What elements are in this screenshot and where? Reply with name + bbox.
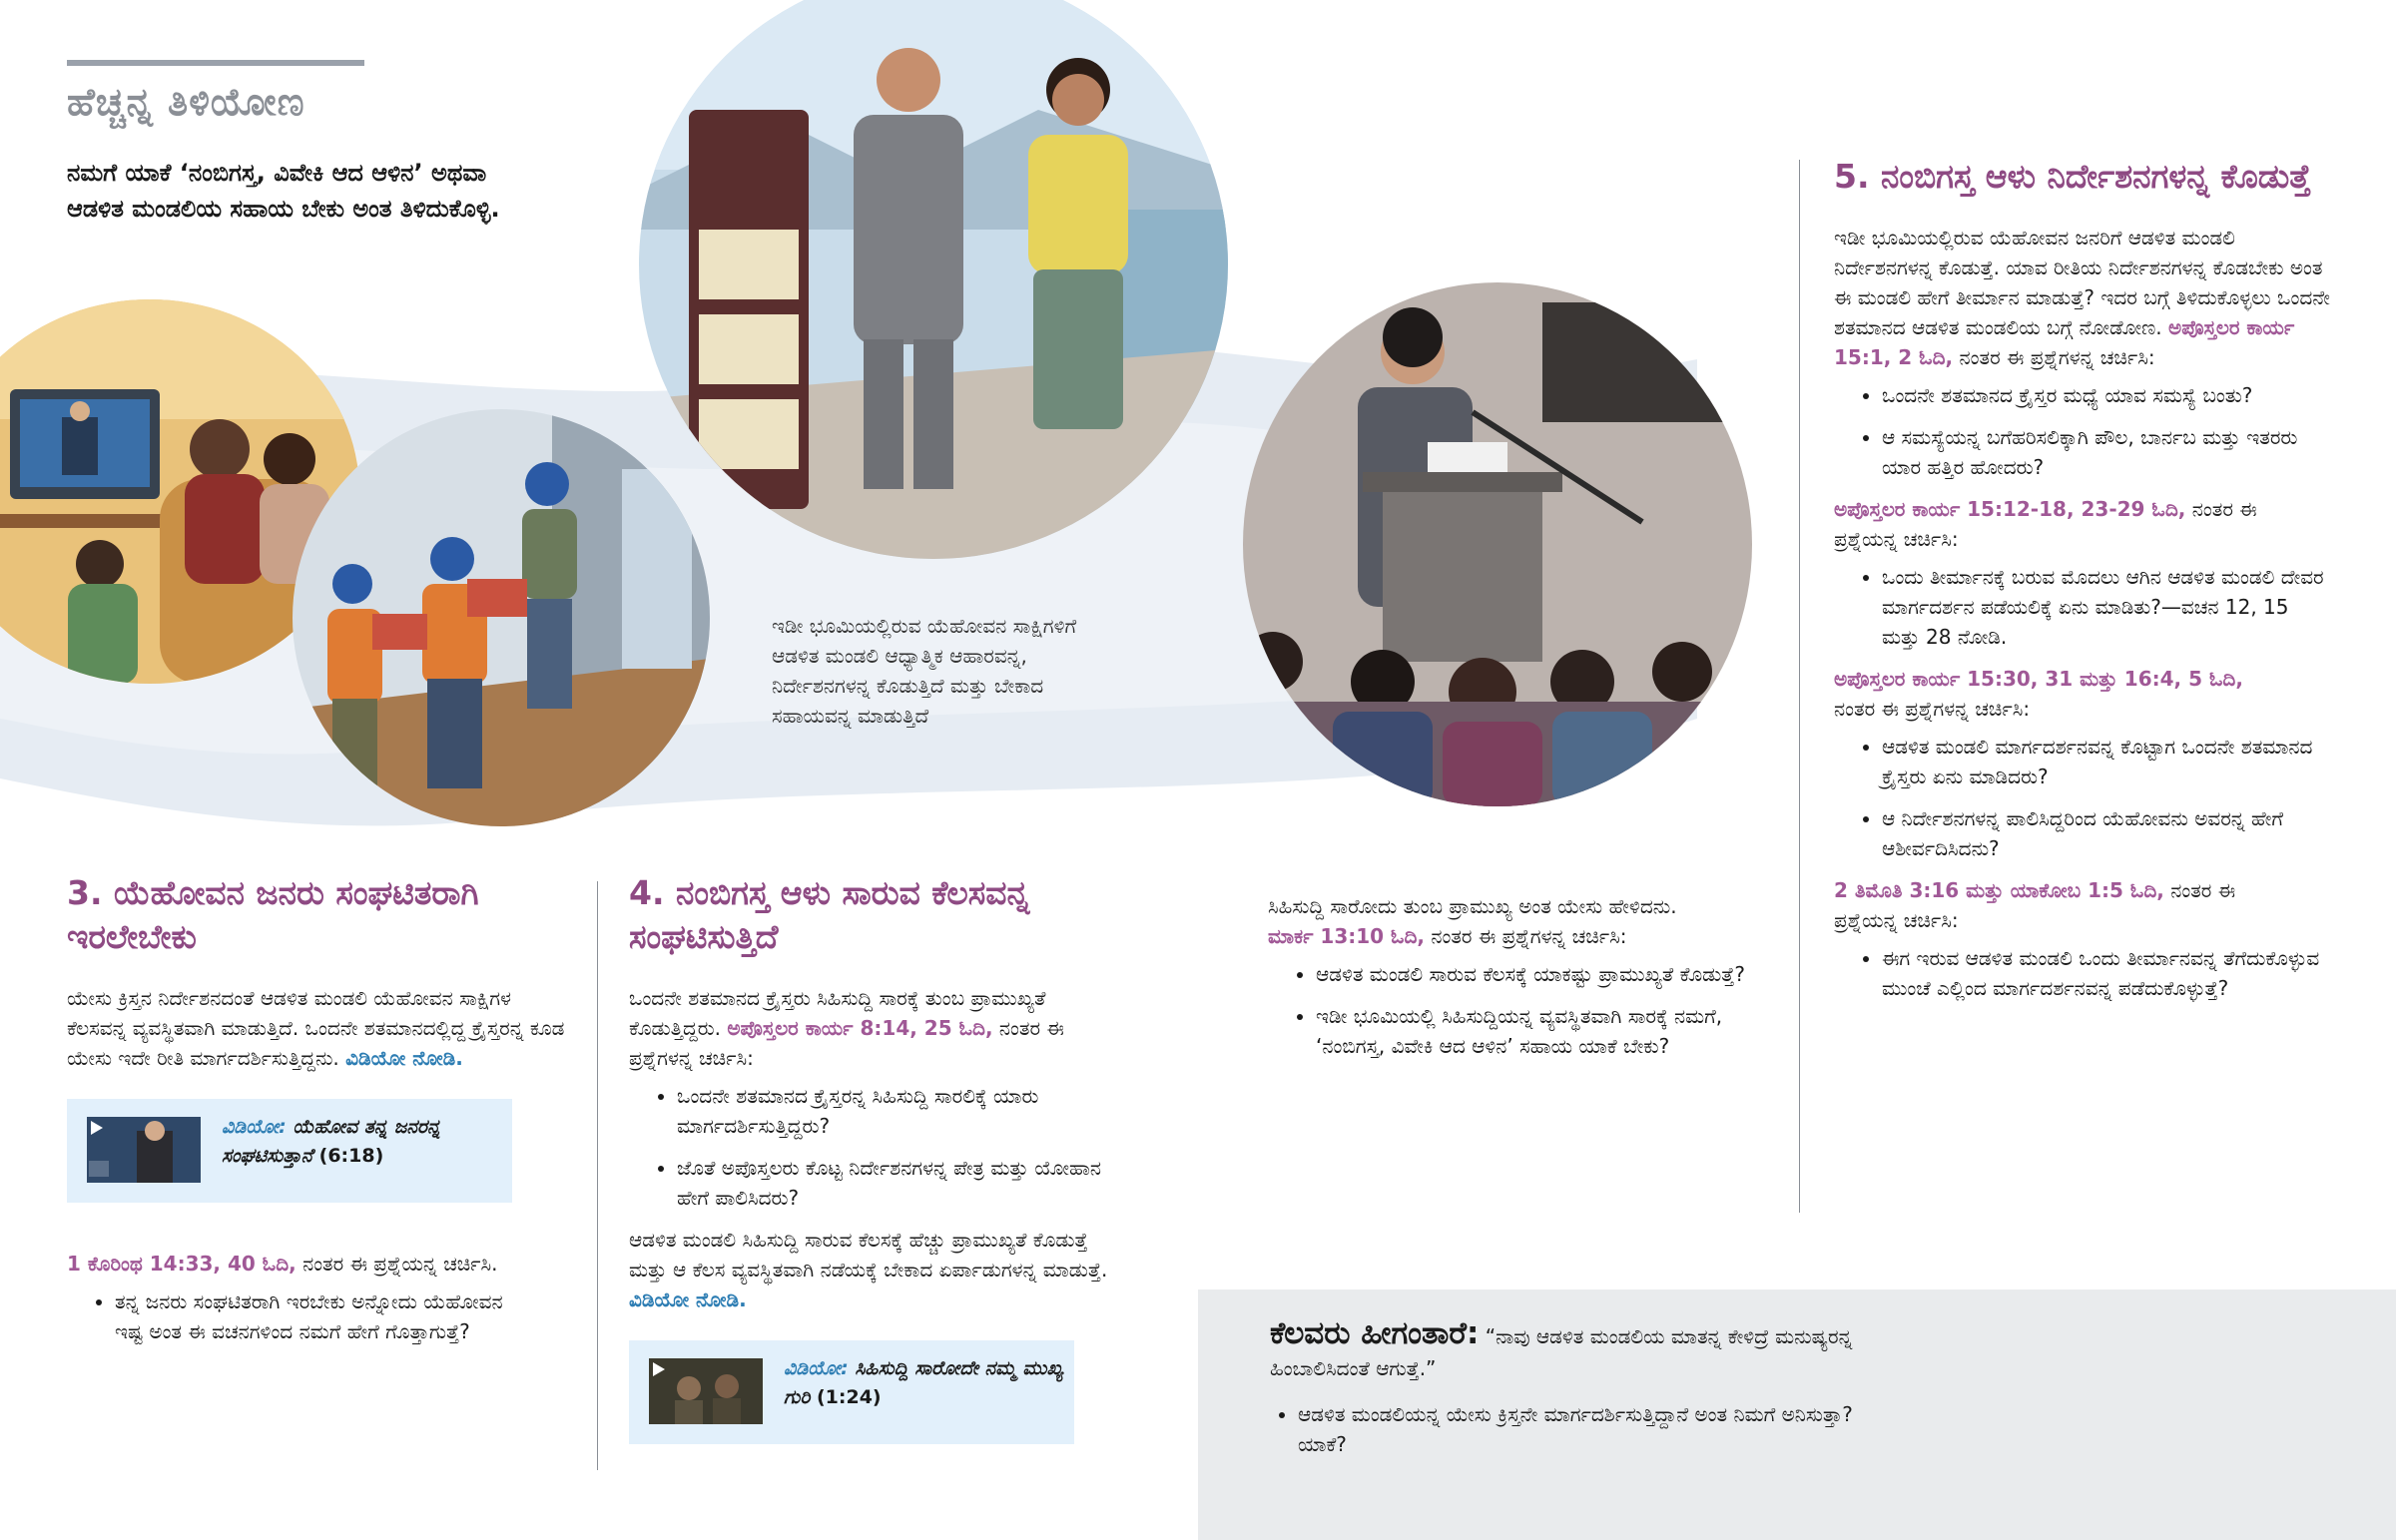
section-4-body-2 [629,1225,1128,1314]
section-3-video-card[interactable] [67,1099,512,1203]
section-3-body [67,983,566,1073]
section-5-questions-3 [1834,732,2331,863]
reading-instruction: ನಂತರ ಈ ಪ್ರಶ್ನೆಗಳನ್ನ ಚರ್ಚಿಸಿ: [629,1016,1064,1070]
video-thumbnail[interactable] [649,1358,763,1424]
reading-instruction: ನಂತರ ಈ ಪ್ರಶ್ನೆಯನ್ನ ಚರ್ಚಿಸಿ: [1834,878,2236,932]
section-5-body-text: ಇಡೀ ಭೂಮಿಯಲ್ಲಿರುವ ಯೆಹೋವನ ಜನರಿಗೆ ಆಡಳಿತ ಮಂಡಲಿ ನಿರ್ದೇಶನಗಳನ್ನ ಕೊಡುತ್ತೆ. ಯಾವ ರೀತಿಯ ನಿರ್ದೇಶನಗಳನ್ನ ಕೊಡಬೇಕು ಅಂತ ಈ ಮಂಡಲಿ ಹೇಗೆ ತೀರ್ಮಾನ ಮಾಡುತ್ತೆ? ಇದರ ಬಗ್ಗೆ ತಿಳಿದುಕೊಳ್ಳಲು ಒಂದನೇ ಶತಮಾನದ ಆಡಳಿತ ಮಂಡಲಿಯ ಬಗ್ಗೆ ನೋಡೋಣ. [1834,226,2330,339]
image-caption: ಇಡೀ ಭೂಮಿಯಲ್ಲಿರುವ ಯೆಹೋವನ ಸಾಕ್ಷಿಗಳಿಗೆ ಆಡಳಿತ ಮಂಡಲಿ ಆಧ್ಯಾತ್ಮಿಕ ಆಹಾರವನ್ನ, ನಿರ್ದೇಶನಗಳನ್ನ ಕೊಡುತ್ತಿದೆ ಮತ್ತು ಬೇಕಾದ ಸಹಾಯವನ್ನ ಮಾಡುತ್ತಿದೆ [772,614,1077,728]
section-4-body [629,983,1118,1073]
question-item: • ಈಗ ಇರುವ ಆಡಳಿತ ಮಂಡಲಿ ಒಂದು ತೀರ್ಮಾನವನ್ನ ತೆಗೆದುಕೊಳ್ಳುವ ಮುಂಚೆ ಎಲ್ಲಿಂದ ಮಾರ್ಗದರ್ಶನವನ್ನ ಪಡೆದುಕೊಳ್ಳುತ್ತೆ? [1882,943,2331,1003]
section-5 [1834,155,2333,1015]
scripture-reference: ಅಪೊಸ್ತಲರ ಕಾರ್ಯ 15:12-18, 23-29 ಓದಿ, [1834,497,2186,521]
section-4-body-text: ಒಂದನೇ ಶತಮಾನದ ಕ್ರೈಸ್ತರು ಸಿಹಿಸುದ್ದಿ ಸಾರಕ್ಕೆ ತುಂಬ ಪ್ರಾಮುಖ್ಯತೆ ಕೊಡುತ್ತಿದ್ದರು. [629,986,1046,1040]
section-5-body [1834,223,2333,372]
reading-instruction: ನಂತರ ಈ ಪ್ರಶ್ನೆಗಳನ್ನ ಚರ್ಚಿಸಿ: [1953,345,2155,369]
reading-instruction: ನಂತರ ಈ ಪ್ರಶ್ನೆಯನ್ನ ಚರ್ಚಿಸಿ: [1834,497,2257,551]
some-people-say-text [1270,1317,1949,1384]
section-4 [629,871,1128,1444]
middle-body [1268,891,1707,951]
question-item: • ಒಂದು ತೀರ್ಮಾನಕ್ಕೆ ಬರುವ ಮೊದಲು ಆಗಿನ ಆಡಳಿತ ಮಂಡಲಿ ದೇವರ ಮಾರ್ಗದರ್ಶನ ಪಡೆಯಲಿಕ್ಕೆ ಏನು ಮಾಡಿತು?—ವಚನ 12, 15 ಮತ್ತು 28 ನೋಡಿ. [1882,562,2331,652]
section-5-questions-4 [1834,943,2331,1003]
middle-body-text: ಸಿಹಿಸುದ್ದಿ ಸಾರೋದು ತುಂಬ ಪ್ರಾಮುಖ್ಯ ಅಂತ ಯೇಸು ಹೇಳಿದನು. [1268,894,1677,918]
illustration-relief-workers [293,409,710,826]
scripture-reference: ಅಪೊಸ್ತಲರ ಕಾರ್ಯ 8:14, 25 ಓದಿ, [727,1016,993,1040]
question-item: • ಒಂದನೇ ಶತಮಾನದ ಕ್ರೈಸ್ತರ ಮಧ್ಯೆ ಯಾವ ಸಮಸ್ಯೆ ಬಂತು? [1882,380,2331,410]
question-item: • ಆಡಳಿತ ಮಂಡಲಿಯನ್ನ ಯೇಸು ಕ್ರಿಸ್ತನೇ ಮಾರ್ಗದರ್ಶಿಸುತ್ತಿದ್ದಾನೆ ಅಂತ ನಿಮಗೆ ಅನಿಸುತ್ತಾ? ಯಾಕೆ? [1298,1399,1857,1459]
section-4-title: 4. ನಂಬಿಗಸ್ತ ಆಳು ಸಾರುವ ಕೆಲಸವನ್ನ ಸಂಘಟಿಸುತ್ತಿದೆ [629,873,1030,956]
section-3-reading [67,1249,566,1279]
section-4-video-card[interactable] [629,1340,1074,1444]
reading-instruction: ನಂತರ ಈ ಪ್ರಶ್ನೆಗಳನ್ನ ಚರ್ಚಿಸಿ: [1834,697,2031,721]
column-divider [597,881,598,1470]
section-3 [67,871,566,1358]
section-4-questions [629,1081,1136,1213]
video-title: ಸಿಹಿಸುದ್ದಿ ಸಾರೋದೇ ನಮ್ಮ ಮುಖ್ಯ ಗುರಿ [784,1357,1063,1408]
explore-intro: ನಮಗೆ ಯಾಕೆ ‘ನಂಬಿಗಸ್ತ, ವಿವೇಕಿ ಆದ ಆಳಿನ’ ಅಥವಾ ಆಡಳಿತ ಮಂಡಲಿಯ ಸಹಾಯ ಬೇಕು ಅಂತ ತಿಳಿದುಕೊಳ್ಳಿ. [67,159,500,223]
some-people-say-questions [1250,1399,1857,1471]
section-5-reading-4 [1834,875,2283,935]
section-5-reading-2 [1834,494,2283,554]
video-title: ಯೆಹೋವ ತನ್ನ ಜನರನ್ನ ಸಂಘಟಿಸುತ್ತಾನೆ [222,1116,441,1167]
reading-instruction: ನಂತರ ಈ ಪ್ರಶ್ನೆಯನ್ನ ಚರ್ಚಿಸಿ. [296,1252,498,1276]
column-divider [1799,160,1800,1213]
video-thumbnail[interactable] [87,1117,201,1183]
section-3-body-text: ಯೇಸು ಕ್ರಿಸ್ತನ ನಿರ್ದೇಶನದಂತೆ ಆಡಳಿತ ಮಂಡಲಿ ಯೆಹೋವನ ಸಾಕ್ಷಿಗಳ ಕೆಲಸವನ್ನ ವ್ಯವಸ್ಥಿತವಾಗಿ ಮಾಡುತ್ತಿದೆ. ಒಂದನೇ ಶತಮಾನದಲ್ಲಿದ್ದ ಕ್ರೈಸ್ತರನ್ನ ಕೂಡ ಯೇಸು ಇದೇ ರೀತಿ ಮಾರ್ಗದರ್ಶಿಸುತ್ತಿದ್ದನು. [67,986,565,1070]
illustration-meeting-talk [1243,282,1752,806]
some-people-say-box [1198,1289,2396,1540]
video-duration: (1:24) [816,1386,882,1408]
video-label: ವಿಡಿಯೋ: [784,1357,849,1379]
section-4-body-2-text: ಆಡಳಿತ ಮಂಡಲಿ ಸಿಹಿಸುದ್ದಿ ಸಾರುವ ಕೆಲಸಕ್ಕೆ ಹೆಚ್ಚು ಪ್ರಾಮುಖ್ಯತೆ ಕೊಡುತ್ತೆ ಮತ್ತು ಆ ಕೆಲಸ ವ್ಯವಸ್ಥಿತವಾಗಿ ನಡೆಯಕ್ಕೆ ಬೇಕಾದ ಏರ್ಪಾಡುಗಳನ್ನ ಮಾಡುತ್ತೆ. [629,1228,1108,1282]
question-item: • ಆಡಳಿತ ಮಂಡಲಿ ಸಾರುವ ಕೆಲಸಕ್ಕೆ ಯಾಕಷ್ಟು ಪ್ರಾಮುಖ್ಯತೆ ಕೊಡುತ್ತೆ? [1316,959,1775,989]
play-icon [91,1121,103,1135]
section-4-video-info [784,1354,1074,1412]
question-item: • ಆ ನಿರ್ದೇಶನಗಳನ್ನ ಪಾಲಿಸಿದ್ದರಿಂದ ಯೆಹೋವನು ಅವರನ್ನ ಹೇಗೆ ಆಶೀರ್ವದಿಸಿದನು? [1882,803,2331,863]
section-4-watch-video-link[interactable]: ವಿಡಿಯೋ ನೋಡಿ. [629,1287,747,1311]
scripture-reference: ಮಾರ್ಕ 13:10 ಓದಿ, [1268,924,1425,948]
reading-instruction: ನಂತರ ಈ ಪ್ರಶ್ನೆಗಳನ್ನ ಚರ್ಚಿಸಿ: [1425,924,1627,948]
video-label: ವಿಡಿಯೋ: [222,1116,287,1138]
question-item: • ಇಡೀ ಭೂಮಿಯಲ್ಲಿ ಸಿಹಿಸುದ್ದಿಯನ್ನ ವ್ಯವಸ್ಥಿತವಾಗಿ ಸಾರಕ್ಕೆ ನಮಗೆ, ‘ನಂಬಿಗಸ್ತ, ವಿವೇಕಿ ಆದ ಆಳಿನ’ ಸಹಾಯ ಯಾಕೆ ಬೇಕು? [1316,1001,1775,1061]
explore-title: ಹೆಚ್ಚನ್ನ ತಿಳಿಯೋಣ [67,80,305,124]
accent-bar [67,60,364,66]
scripture-reference: 1 ಕೊರಿಂಥ 14:33, 40 ಓದಿ, [67,1252,297,1276]
play-icon [653,1362,665,1376]
question-item: • ಜೊತೆ ಅಪೊಸ್ತಲರು ಕೊಟ್ಟ ನಿರ್ದೇಶನಗಳನ್ನ ಪೇತ್ರ ಮತ್ತು ಯೋಹಾನ ಹೇಗೆ ಪಾಲಿಸಿದರು? [677,1153,1136,1213]
section-4-continued [1268,891,1767,1073]
section-3-questions [67,1286,534,1346]
section-3-video-info [222,1113,512,1171]
section-5-reading-3 [1834,664,2283,724]
scripture-reference: 2 ತಿಮೊತಿ 3:16 ಮತ್ತು ಯಾಕೋಬ 1:5 ಓದಿ, [1834,878,2164,902]
video-duration: (6:18) [318,1145,384,1167]
middle-questions [1268,959,1775,1061]
section-3-watch-video-link[interactable]: ವಿಡಿಯೋ ನೋಡಿ. [345,1046,463,1070]
some-people-say-label: ಕೆಲವರು ಹೀಗಂತಾರೆ: [1270,1315,1480,1351]
question-item: • ಒಂದನೇ ಶತಮಾನದ ಕ್ರೈಸ್ತರನ್ನ ಸಿಹಿಸುದ್ದಿ ಸಾರಲಿಕ್ಕೆ ಯಾರು ಮಾರ್ಗದರ್ಶಿಸುತ್ತಿದ್ದರು? [677,1081,1136,1141]
section-5-questions-2 [1834,562,2331,652]
section-3-title: 3. ಯೆಹೋವನ ಜನರು ಸಂಘಟಿತರಾಗಿ ಇರಲೇಬೇಕು [67,873,479,956]
question-item: • ಆ ಸಮಸ್ಯೆಯನ್ನ ಬಗೆಹರಿಸಲಿಕ್ಕಾಗಿ ಪೌಲ, ಬಾರ್ನಬ ಮತ್ತು ಇತರರು ಯಾರ ಹತ್ತಿರ ಹೋದರು? [1882,422,2331,482]
scripture-reference: ಅಪೊಸ್ತಲರ ಕಾರ್ಯ 15:1, 2 ಓದಿ, [1834,315,2295,369]
scripture-reference: ಅಪೊಸ್ತಲರ ಕಾರ್ಯ 15:30, 31 ಮತ್ತು 16:4, 5 ಓದಿ, [1834,667,2243,691]
question-item: • ಆಡಳಿತ ಮಂಡಲಿ ಮಾರ್ಗದರ್ಶನವನ್ನ ಕೊಟ್ಟಾಗ ಒಂದನೇ ಶತಮಾನದ ಕ್ರೈಸ್ತರು ಏನು ಮಾಡಿದರು? [1882,732,2331,791]
section-5-questions-1 [1834,380,2331,482]
question-item: • ತನ್ನ ಜನರು ಸಂಘಟಿತರಾಗಿ ಇರಬೇಕು ಅನ್ನೋದು ಯೆಹೋವನ ಇಷ್ಟ ಅಂತ ಈ ವಚನಗಳಿಂದ ನಮಗೆ ಹೇಗೆ ಗೊತ್ತಾಗುತ್ತೆ? [115,1286,534,1346]
section-5-title: 5. ನಂಬಿಗಸ್ತ ಆಳು ನಿರ್ದೇಶನಗಳನ್ನ ಕೊಡುತ್ತೆ [1834,157,2311,196]
some-people-say-quote: “ನಾವು ಆಡಳಿತ ಮಂಡಲಿಯ ಮಾತನ್ನ ಕೇಳಿದ್ರೆ ಮನುಷ್ಯರನ್ನ ಹಿಂಬಾಲಿಸಿದಂತೆ ಆಗುತ್ತೆ.” [1270,1324,1853,1380]
